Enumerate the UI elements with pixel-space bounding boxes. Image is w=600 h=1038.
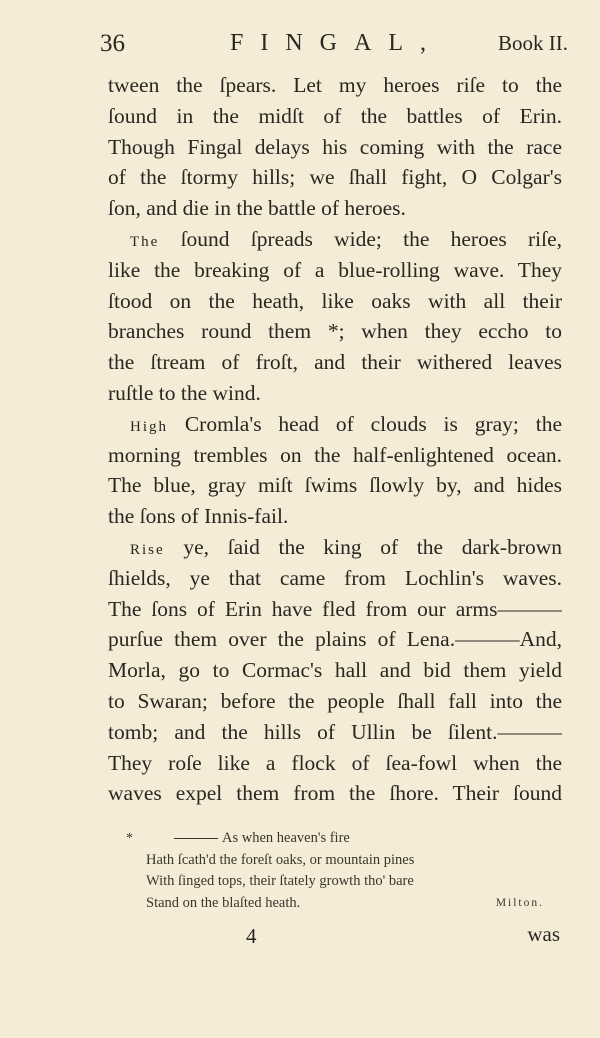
small-caps-word: High	[130, 418, 168, 435]
text-line	[108, 409, 562, 440]
catchword: was	[527, 922, 560, 946]
footnote-line: With ſinged tops, their ſtately growth tho' bare	[146, 873, 414, 889]
text-line: branches round them *; when they eccho to	[108, 319, 562, 344]
text-line: ſound in the midſt of the battles of Erin.	[108, 103, 562, 128]
text-line	[108, 224, 562, 255]
footnote-dash	[174, 838, 218, 839]
footnote-attribution: Milton.	[495, 896, 544, 909]
footnote-line	[146, 893, 544, 915]
text-line: Morla, go to Cormac's hall and bid them yield	[108, 658, 562, 683]
text-line: They roſe like a flock of ſea-fowl when the	[108, 750, 562, 775]
running-title: FINGAL,	[230, 30, 443, 56]
text-line: Though Fingal delays his coming with the race	[108, 134, 562, 159]
text-line: the ſons of Innis-fail.	[108, 504, 289, 529]
text-line: of the ſtormy hills; we ſhall fight, O Colgar's	[108, 165, 562, 190]
text-line: ſon, and die in the battle of heroes.	[108, 196, 406, 221]
small-caps-word: The	[130, 233, 160, 250]
footnote-text: As when heaven's fire	[222, 830, 350, 846]
footnote-line: Hath ſcath'd the foreſt oaks, or mountain pines	[146, 851, 415, 868]
text-line: like the breaking of a blue-rolling wave. They	[108, 257, 562, 282]
line-remainder: ſound ſpreads wide; the heroes riſe,	[180, 226, 562, 251]
body-text	[108, 70, 562, 809]
line-remainder: Cromla's head of clouds is gray; the	[184, 411, 562, 436]
footnote-text: Stand on the blaſted heath.	[146, 894, 301, 911]
book-label: Book II.	[498, 31, 568, 55]
signature-mark: 4	[246, 924, 257, 948]
text-line: to Swaran; before the people ſhall fall into the	[108, 688, 562, 713]
footnote-line	[126, 828, 544, 850]
line-remainder: ye, ſaid the king of the dark-brown	[183, 534, 562, 559]
page-header	[100, 30, 568, 64]
text-line: waves expel them from the ſhore. Their ſound	[108, 781, 562, 806]
footnote-marker: *	[126, 831, 133, 846]
footnote	[126, 828, 544, 914]
small-caps-word: Rise	[130, 541, 165, 558]
text-line: ſhields, ye that came from Lochlin's waves.	[108, 565, 562, 590]
text-line: tomb; and the hills of Ullin be ſilent.———	[108, 719, 562, 744]
page-number: 36	[100, 30, 125, 57]
text-line: purſue them over the plains of Lena.———And,	[108, 627, 562, 652]
text-line	[108, 532, 562, 563]
text-line: The blue, gray miſt ſwims ſlowly by, and hides	[108, 473, 562, 498]
text-line: the ſtream of froſt, and their withered leaves	[108, 350, 562, 375]
text-line: ſtood on the heath, like oaks with all their	[108, 288, 562, 313]
text-line: morning trembles on the half-enlightened ocean.	[108, 442, 562, 467]
text-line: tween the ſpears. Let my heroes riſe to the	[108, 73, 562, 97]
text-line: ruſtle to the wind.	[108, 380, 261, 405]
text-line: The ſons of Erin have fled from our arms———	[108, 596, 562, 621]
